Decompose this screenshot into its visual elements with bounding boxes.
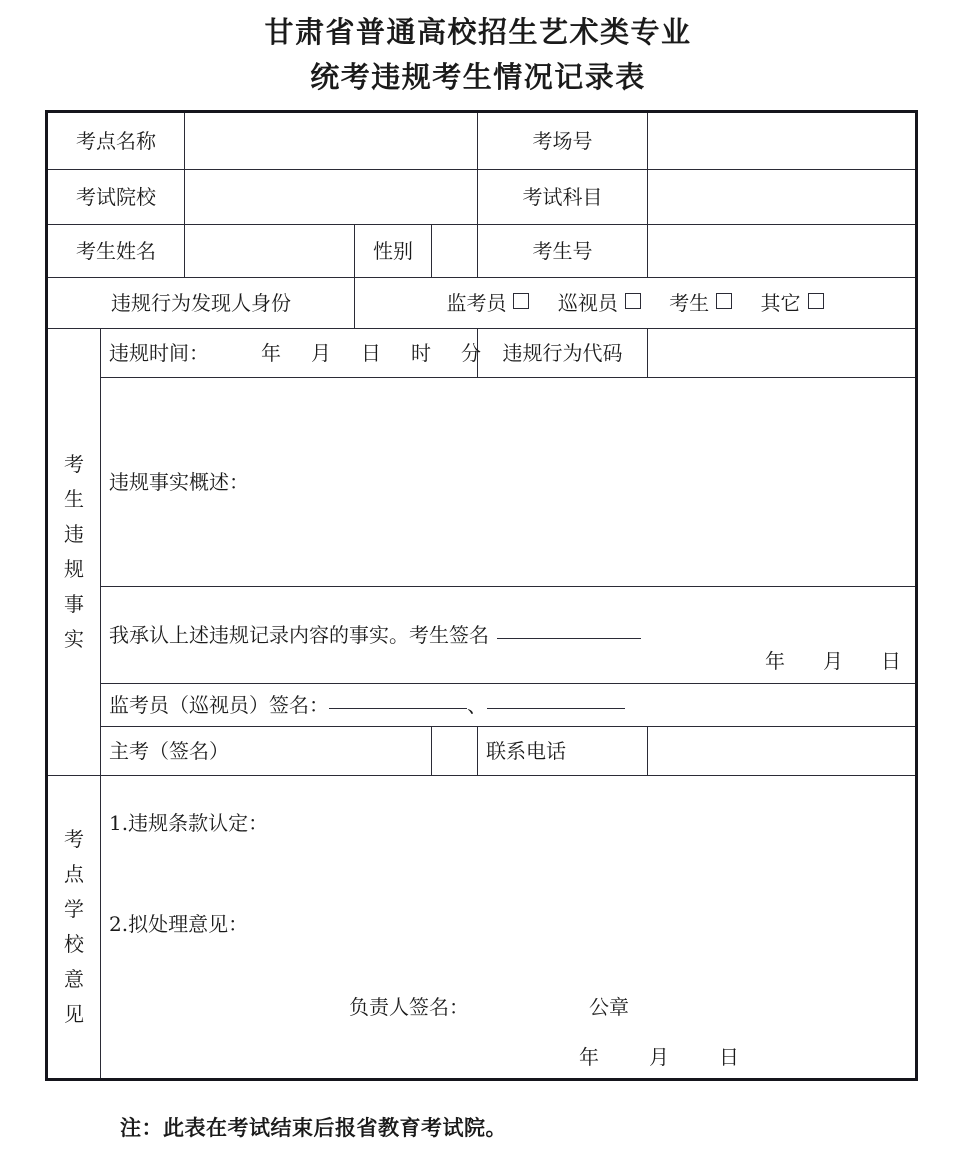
candidate-name-input[interactable] [185, 225, 355, 278]
violation-summary-label: 违规事实概述： [109, 469, 249, 494]
table-row-invigilator-signature [47, 684, 917, 727]
table-row-discoverer [47, 278, 917, 329]
table-row-exam-institution [47, 170, 917, 225]
exam-site-name-input[interactable] [185, 112, 478, 170]
chief-examiner-input[interactable] [432, 727, 478, 776]
opinion-item-1-label: 1.违规条款认定： [109, 811, 269, 835]
opinion-item-2-label: 2.拟处理意见： [109, 912, 249, 936]
violation-time-year: 年 [261, 340, 281, 365]
violation-vlabel-char-2: 违 [64, 522, 84, 546]
discoverer-option-invigilator-label: 监考员 [446, 290, 507, 315]
opinion-vertical-label-stack [56, 822, 92, 1032]
candidate-name-label: 考生姓名 [47, 225, 185, 278]
opinion-signoff-line [349, 994, 629, 1021]
violation-summary-cell[interactable] [101, 378, 917, 587]
violation-time-minute: 分 [461, 340, 481, 365]
violation-vlabel-char-4: 事 [64, 592, 84, 616]
table-row-candidate [47, 225, 917, 278]
table-row-violation-time [47, 329, 917, 378]
candidate-confirm-day: 日 [881, 649, 902, 673]
candidate-confirmation-date [765, 648, 901, 675]
discoverer-option-candidate-label: 考生 [669, 290, 710, 315]
opinion-date-year: 年 [579, 1045, 599, 1069]
invigilator-signature-input-1[interactable] [329, 691, 467, 709]
candidate-no-label: 考生号 [478, 225, 648, 278]
invigilator-signature-separator: 、 [467, 693, 487, 717]
candidate-confirmation-text: 我承认上述违规记录内容的事实。考生签名 [109, 623, 489, 647]
opinion-vlabel-char-1: 点 [64, 862, 84, 886]
exam-institution-input[interactable] [185, 170, 478, 225]
violation-time-row [109, 341, 481, 365]
violation-section-vertical-label [47, 329, 101, 776]
gender-label: 性别 [355, 225, 432, 278]
candidate-confirm-month: 月 [823, 649, 844, 673]
discoverer-label: 违规行为发现人身份 [47, 278, 355, 329]
opinion-vlabel-char-3: 校 [64, 932, 84, 956]
invigilator-signature-label: 监考员（巡视员）签名： [109, 693, 329, 717]
responsible-signature-label: 负责人签名： [349, 995, 469, 1019]
invigilator-signature-cell [101, 684, 917, 727]
violation-time-label: 违规时间： [109, 340, 209, 365]
candidate-confirmation-cell [101, 587, 917, 684]
discoverer-option-inspector[interactable] [558, 291, 641, 315]
title-line-2: 统考违规考生情况记录表 [310, 60, 646, 94]
invigilator-signature-input-2[interactable] [487, 691, 625, 709]
table-row-exam-site [47, 112, 917, 170]
opinion-vlabel-char-2: 学 [64, 897, 84, 921]
discoverer-option-invigilator[interactable] [446, 291, 529, 315]
opinion-date-day: 日 [719, 1045, 739, 1069]
checkbox-other[interactable] [808, 293, 824, 309]
violation-code-label: 违规行为代码 [478, 329, 648, 378]
footer-note: 注：此表在考试结束后报省教育考试院。 [120, 1115, 507, 1140]
table-row-school-opinion [47, 776, 917, 973]
discoverer-option-other-label: 其它 [760, 290, 801, 315]
opinion-signoff-date [579, 1044, 739, 1071]
phone-label: 联系电话 [478, 727, 648, 776]
candidate-confirmation-line [109, 621, 907, 649]
gender-input[interactable] [432, 225, 478, 278]
exam-room-no-label: 考场号 [478, 112, 648, 170]
violation-vertical-label-stack [56, 447, 92, 657]
candidate-no-input[interactable] [648, 225, 917, 278]
discoverer-option-other[interactable] [761, 291, 824, 315]
violation-code-input[interactable] [648, 329, 917, 378]
violation-time-hour: 时 [411, 340, 431, 365]
violation-time-month: 月 [311, 340, 331, 365]
table-row-opinion-signoff [47, 972, 917, 1080]
exam-site-name-label: 考点名称 [47, 112, 185, 170]
checkbox-inspector[interactable] [625, 293, 641, 309]
violation-vlabel-char-1: 生 [64, 487, 84, 511]
violation-time-day: 日 [361, 340, 381, 365]
opinion-vlabel-char-0: 考 [64, 827, 84, 851]
exam-subject-label: 考试科目 [478, 170, 648, 225]
violation-vlabel-char-0: 考 [64, 452, 84, 476]
discoverer-options [355, 278, 917, 329]
table-row-violation-summary [47, 378, 917, 587]
violation-time-ymd [261, 341, 481, 365]
opinion-vlabel-char-4: 意 [64, 967, 84, 991]
opinion-items-cell[interactable] [101, 776, 917, 973]
exam-room-no-input[interactable] [648, 112, 917, 170]
title-line-1: 甘肃省普通高校招生艺术类专业 [264, 15, 692, 49]
violation-vlabel-char-3: 规 [64, 557, 84, 581]
violation-record-table [45, 110, 918, 1081]
discoverer-option-inspector-label: 巡视员 [557, 290, 618, 315]
exam-subject-input[interactable] [648, 170, 917, 225]
official-seal-label: 公章 [589, 995, 629, 1019]
opinion-date-month: 月 [649, 1045, 669, 1069]
opinion-item-2 [109, 911, 907, 938]
opinion-vlabel-char-5: 见 [64, 1002, 84, 1026]
opinion-section-vertical-label [47, 776, 101, 1080]
table-row-candidate-confirmation [47, 587, 917, 684]
phone-input[interactable] [648, 727, 917, 776]
checkbox-invigilator[interactable] [513, 293, 529, 309]
table-row-chief-examiner [47, 727, 917, 776]
checkbox-candidate[interactable] [716, 293, 732, 309]
opinion-signoff-cell [101, 972, 917, 1080]
exam-institution-label: 考试院校 [47, 170, 185, 225]
document-title [0, 0, 956, 100]
opinion-item-1 [109, 810, 907, 837]
chief-examiner-label: 主考（签名） [101, 727, 432, 776]
violation-time-field[interactable] [101, 329, 481, 378]
violation-vlabel-char-5: 实 [64, 627, 84, 651]
candidate-signature-input[interactable] [497, 621, 641, 639]
candidate-confirm-year: 年 [765, 649, 786, 673]
discoverer-option-candidate[interactable] [669, 291, 732, 315]
